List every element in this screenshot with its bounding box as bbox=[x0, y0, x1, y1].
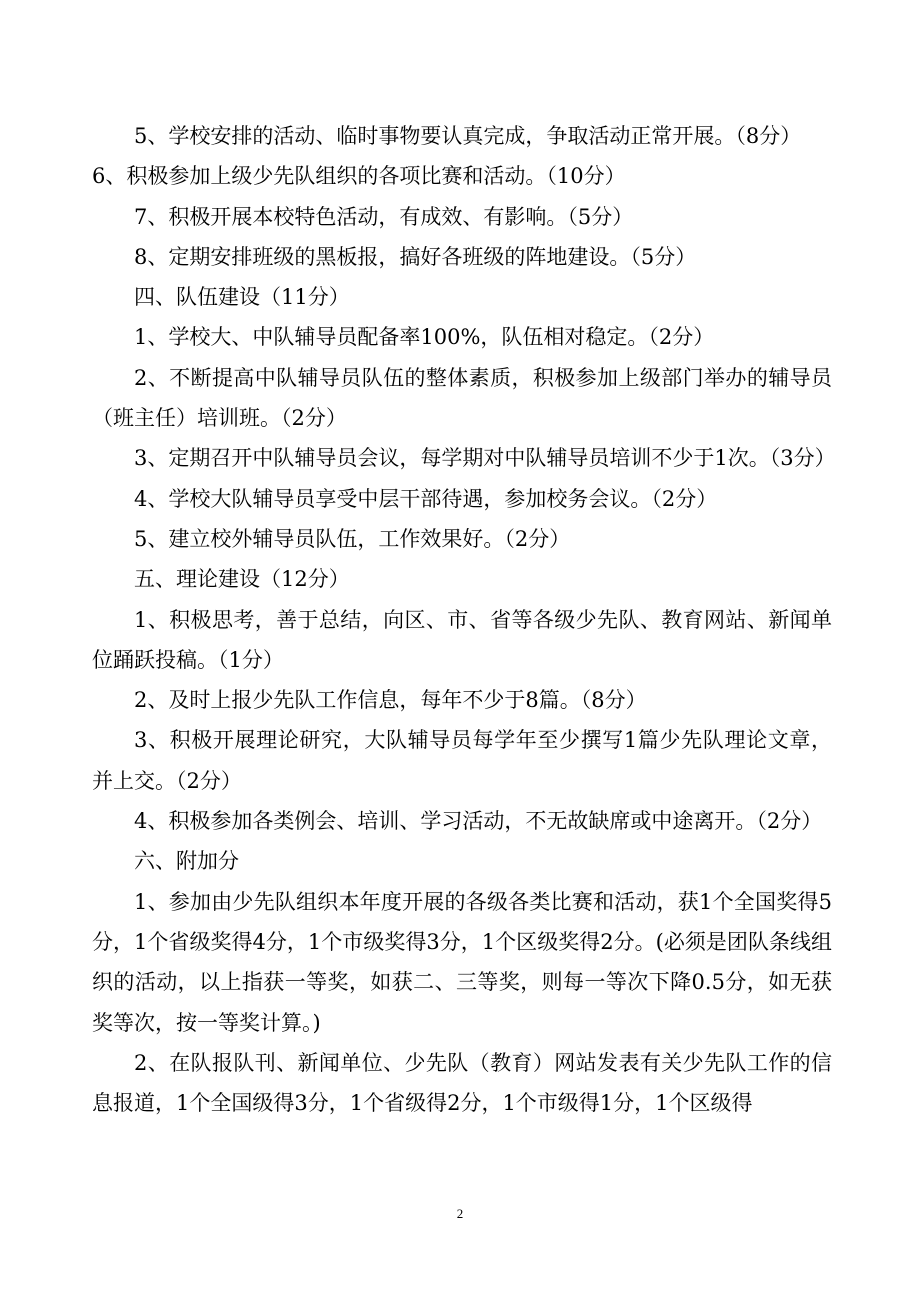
paragraph: 3、积极开展理论研究，大队辅导员每学年至少撰写1篇少先队理论文章，并上交。（2分） bbox=[92, 728, 832, 793]
paragraph: 4、积极参加各类例会、培训、学习活动，不无故缺席或中途离开。（2分） bbox=[134, 809, 823, 834]
paragraph: 2、在队报队刊、新闻单位、少先队（教育）网站发表有关少先队工作的信息报道，1个全国级得3分，1个省级得2分，1个市级得1分，1个区级得 bbox=[92, 1050, 832, 1116]
paragraph: 4、学校大队辅导员享受中层干部待遇，参加校务会议。（2分） bbox=[134, 486, 718, 511]
document-body bbox=[92, 116, 836, 1123]
paragraph: 1、学校大、中队辅导员配备率100%，队伍相对稳定。（2分） bbox=[134, 325, 715, 350]
paragraph: 2、不断提高中队辅导员队伍的整体素质，积极参加上级部门举办的辅导员（班主任）培训班。（2分） bbox=[92, 365, 832, 431]
section-heading: 六、附加分 bbox=[134, 849, 239, 874]
section-heading: 五、理论建设（12分） bbox=[134, 567, 350, 592]
section-heading: 四、队伍建设（11分） bbox=[134, 285, 350, 310]
paragraph: 5、学校安排的活动、临时事物要认真完成，争取活动正常开展。（8分） bbox=[134, 124, 802, 148]
paragraph: 2、及时上报少先队工作信息，每年不少于8篇。（8分） bbox=[134, 688, 647, 713]
paragraph: 1、积极思考，善于总结，向区、市、省等各级少先队、教育网站、新闻单位踊跃投稿。（1分） bbox=[92, 607, 832, 672]
paragraph: 7、积极开展本校特色活动，有成效、有影响。（5分） bbox=[134, 204, 634, 229]
paragraph: 1、参加由少先队组织本年度开展的各级各类比赛和活动，获1个全国奖得5分，1个省级奖得4分，1个市级奖得3分，1个区级奖得2分。(必须是团队条线组织的活动，以上指获一等奖，如获二、三等奖，则每一等次下降0.5分，如无获奖等次，按一等奖计算。) bbox=[92, 889, 832, 1035]
paragraph: 6、积极参加上级少先队组织的各项比赛和活动。（10分） bbox=[92, 164, 626, 189]
paragraph: 8、定期安排班级的黑板报，搞好各班级的阵地建设。（5分） bbox=[134, 244, 697, 269]
paragraph: 3、定期召开中队辅导员会议，每学期对中队辅导员培训不少于1次。（3分） bbox=[134, 446, 836, 471]
paragraph: 5、建立校外辅导员队伍，工作效果好。（2分） bbox=[134, 526, 571, 551]
page-number: 2 bbox=[456, 1206, 464, 1221]
